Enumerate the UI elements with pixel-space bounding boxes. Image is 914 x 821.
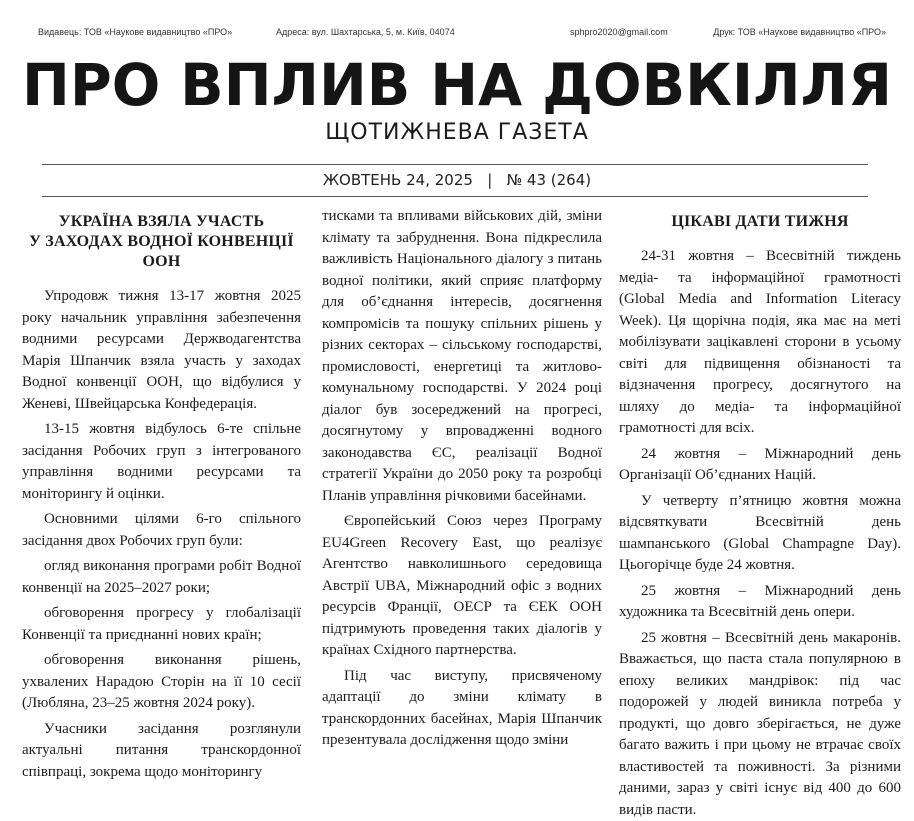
paragraph: 13-15 жовтня відбулось 6-те спільне засідання Робочих груп з інтегрованого управління водними ресурсами та моніторингу й оцінки. xyxy=(22,419,301,505)
issue-date-number: ЖОВТЕНЬ 24, 2025 | № 43 (264) xyxy=(0,171,914,189)
email-text: sphpro2020@gmail.com xyxy=(570,27,668,37)
printer-text: Друк: ТОВ «Наукове видавництво «ПРО» xyxy=(713,27,886,37)
column-middle xyxy=(322,206,602,765)
headline-line: ООН xyxy=(22,252,301,272)
paragraph: 25 жовтня – Міжнародний день художника та Всесвітній день опери. xyxy=(619,581,901,624)
paragraph: Упродовж тижня 13-17 жовтня 2025 року начальник управління забезпечення водними ресурсами Держводагентства Марія Шпанчик взяла участь у заходах Водної конвенції ООН, що відбулися у Женеві, Швейцарська Конфедерація. xyxy=(22,286,301,415)
bottom-divider xyxy=(42,196,868,197)
newspaper-title: ПРО ВПЛИВ НА ДОВКІЛЛЯ xyxy=(7,52,907,118)
paragraph: тисками та впливами військових дій, зміни клімату та забруднення. Вона підкреслила важливість Національного діалогу з питань водної політики, який сприяє платформу для об’єднання інтересів, досягнення компромісів та пошуку спільних рішень у різних секторах – сільському господарстві, промисловості, енергетиці та житлово-комунальному господарстві. У 2024 році діалог був зосереджений на прогресі, досягнутому у впровадженні водного законодавства ЄС, реалізації Водної стратегії України до 2050 року та розробці Планів управління річковими басейнами. xyxy=(322,206,602,507)
paragraph: Учасники засідання розглянули актуальні питання транскордонної співпраці, зокрема щодо моніторингу xyxy=(22,719,301,784)
headline-line: У ЗАХОДАХ ВОДНОЇ КОНВЕНЦІЇ xyxy=(22,232,301,252)
list-paragraph: обговорення виконання рішень, ухвалених Нарадою Сторін на її 10 сесії (Любляна, 23–25 жовтня 2024 року). xyxy=(22,650,301,715)
address-text: Адреса: вул. Шахтарська, 5, м. Київ, 04074 xyxy=(276,27,455,37)
paragraph: 24-31 жовтня – Всесвітній тиждень медіа- та інформаційної грамотності (Global Media and Information Literacy Week). Ця щорічна подія, яка має на меті мобілізувати зацікавлені сторони в усьому світі для підвищення обізнаності та відзначення прогресу, досягнутого на шляху до медіа- та інформаційної грамотності для всіх. xyxy=(619,246,901,440)
column-right xyxy=(619,206,901,765)
article-headline xyxy=(22,212,301,272)
dates-headline: ЦІКАВІ ДАТИ ТИЖНЯ xyxy=(619,212,901,232)
paragraph: Під час виступу, присвяченому адаптації до зміни клімату в транскордонних басейнах, Марія Шпанчик презентувала дослідження щодо зміни xyxy=(322,666,602,752)
paragraph: Європейський Союз через Програму EU4Green Recovery East, що реалізує Агентство навколишнього середовища Австрії UBA, Міжнародний офіс з водних ресурсів Франції, ОЕСР та ЄЕК ООН підтримують проведення таких діалогів у країнах Східного партнерства. xyxy=(322,511,602,662)
paragraph: У четверту п’ятницю жовтня можна відсвяткувати Всесвітній день шампанського (Global Champagne Day). Цьогорічце буде 24 жовтня. xyxy=(619,491,901,577)
list-paragraph: огляд виконання програми робіт Водної конвенції на 2025–2027 роки; xyxy=(22,556,301,599)
paragraph: Основними цілями 6-го спільного засідання двох Робочих груп були: xyxy=(22,509,301,552)
column-left xyxy=(22,206,301,765)
paragraph: 24 жовтня – Міжнародний день Організації Об’єднаних Націй. xyxy=(619,444,901,487)
newspaper-subtitle: ЩОТИЖНЕВА ГАЗЕТА xyxy=(0,120,914,145)
headline-line: УКРАЇНА ВЗЯЛА УЧАСТЬ xyxy=(22,212,301,232)
top-divider xyxy=(42,164,868,165)
list-paragraph: обговорення прогресу у глобалізації Конвенції та приєднанні нових країн; xyxy=(22,603,301,646)
paragraph: 25 жовтня – Всесвітній день макаронів. Вважається, що паста стала популярною в епоху великих мандрівок: під час подорожей у людей виникла потреба у продукті, що довго зберігається, не дуже багато важить і при цьому не втрачає своїх властивостей та поживності. За різними даними, зараз у світі існує від 400 до 600 видів пасти. xyxy=(619,628,901,821)
publisher-text: Видавець: ТОВ «Наукове видавництво «ПРО» xyxy=(38,27,232,37)
publisher-info-bar xyxy=(38,27,886,41)
